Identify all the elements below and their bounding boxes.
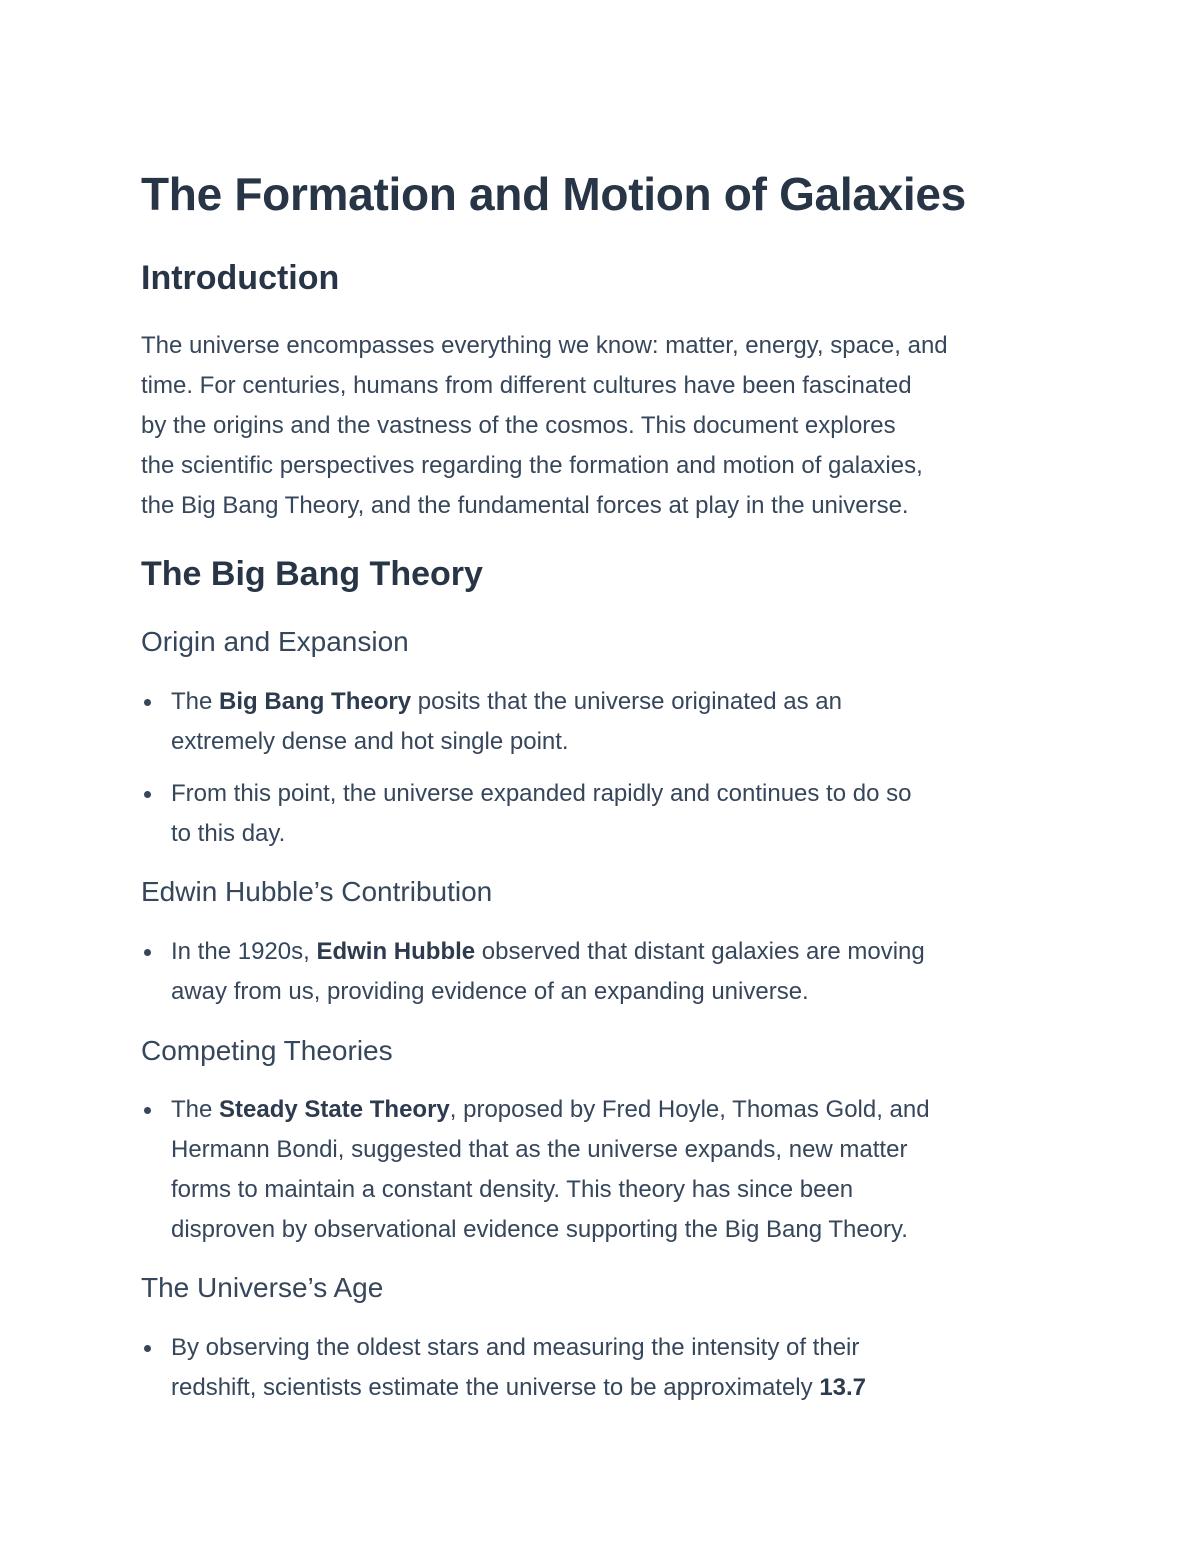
list-item — [141, 1328, 1071, 1408]
origin-expansion-list — [141, 682, 1071, 854]
list-item-line: forms to maintain a constant density. This theory has since been — [171, 1176, 854, 1203]
introduction-line: the Big Bang Theory, and the fundamental forces at play in the universe. — [141, 492, 909, 519]
list-item-line: From this point, the universe expanded rapidly and continues to do so — [171, 780, 912, 807]
list-item-line: Hermann Bondi, suggested that as the universe expands, new matter — [171, 1136, 908, 1163]
bullet-icon — [144, 1345, 151, 1352]
list-item-line: The Steady State Theory, proposed by Fred Hoyle, Thomas Gold, and — [171, 1096, 930, 1123]
hubble-heading: Edwin Hubble’s Contribution — [141, 876, 493, 907]
list-item-line: redshift, scientists estimate the universe to be approximately 13.7 — [171, 1374, 867, 1401]
big-bang-heading: The Big Bang Theory — [141, 555, 483, 593]
list-item — [141, 1090, 1071, 1250]
list-item — [141, 932, 1071, 1012]
list-item-line: to this day. — [171, 820, 286, 847]
list-item-line: In the 1920s, Edwin Hubble observed that distant galaxies are moving — [171, 938, 925, 965]
list-item-line: extremely dense and hot single point. — [171, 728, 569, 755]
bullet-icon — [144, 699, 151, 706]
document-title: The Formation and Motion of Galaxies — [141, 168, 966, 220]
list-item — [141, 682, 1071, 762]
bullet-icon — [144, 791, 151, 798]
universe-age-list — [141, 1328, 1071, 1408]
list-item-line: By observing the oldest stars and measuring the intensity of their — [171, 1334, 860, 1361]
competing-theories-heading: Competing Theories — [141, 1035, 393, 1066]
bold-term: Big Bang Theory — [219, 688, 412, 715]
introduction-line: by the origins and the vastness of the cosmos. This document explores — [141, 412, 896, 439]
introduction-line: the scientific perspectives regarding the formation and motion of galaxies, — [141, 452, 923, 479]
universe-age-heading: The Universe’s Age — [141, 1272, 384, 1303]
list-item-line: disproven by observational evidence supporting the Big Bang Theory. — [171, 1216, 908, 1243]
introduction-heading: Introduction — [141, 259, 340, 297]
competing-theories-list — [141, 1090, 1071, 1250]
introduction-line: The universe encompasses everything we know: matter, energy, space, and — [141, 332, 948, 359]
bold-term: Edwin Hubble — [316, 938, 476, 965]
hubble-list — [141, 932, 1071, 1012]
bullet-icon — [144, 949, 151, 956]
introduction-line: time. For centuries, humans from different cultures have been fascinated — [141, 372, 912, 399]
origin-expansion-heading: Origin and Expansion — [141, 626, 409, 657]
bullet-icon — [144, 1107, 151, 1114]
introduction-paragraph — [141, 326, 1071, 526]
bold-term: Steady State Theory — [219, 1096, 450, 1123]
bold-term: 13.7 — [819, 1374, 867, 1401]
list-item — [141, 774, 1071, 854]
list-item-line: The Big Bang Theory posits that the universe originated as an — [171, 688, 842, 715]
list-item-line: away from us, providing evidence of an expanding universe. — [171, 978, 809, 1005]
